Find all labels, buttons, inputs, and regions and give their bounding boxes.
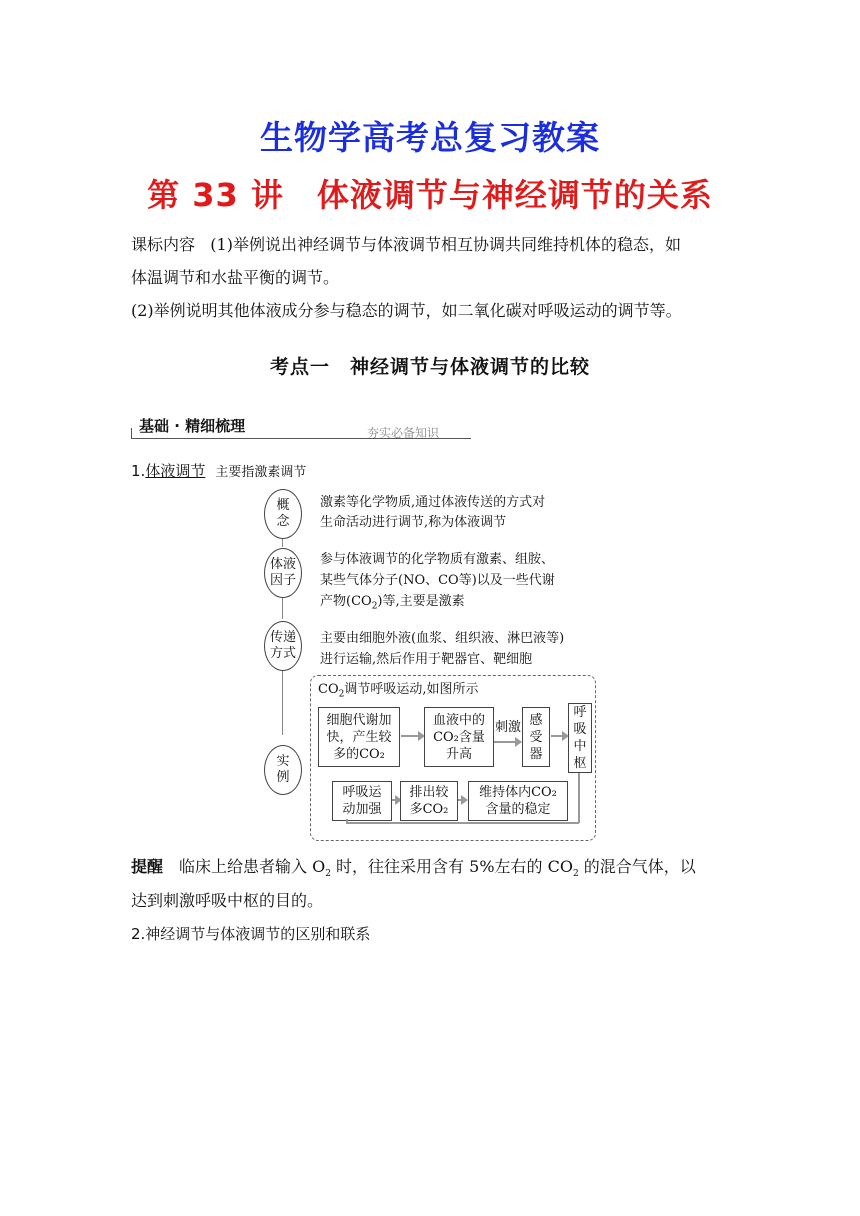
item-1-title: 体液调节 [145, 462, 206, 480]
factor-text-2: 某些气体分子(NO、CO等)以及一些代谢 [320, 573, 555, 588]
loop-line [578, 773, 580, 823]
flow-arrow [401, 735, 419, 737]
transmission-circle: 传递 方式 [264, 621, 302, 671]
item-1-heading [131, 460, 306, 481]
transmission-text-2: 进行运输,然后作用于靶器官、靶细胞 [320, 652, 533, 667]
co2-stable-box: 维持体内CO₂ 含量的稳定 [468, 781, 568, 821]
flow-arrow [458, 799, 462, 801]
factor-text-3: 产物$(CO_2)$等,主要是激素 [320, 594, 465, 612]
flow-arrow [392, 799, 396, 801]
example-circle: 实 例 [264, 745, 302, 795]
lecture-title: 第 33 讲 体液调节与神经调节的关系 [147, 176, 713, 214]
standards-label: 课标内容 [131, 235, 196, 254]
breathing-increase-box: 呼吸运 动加强 [332, 781, 392, 821]
receptor-box: 感 受 器 [522, 707, 550, 767]
banner-note: 夯实必备知识 [367, 426, 440, 440]
transmission-text-1: 主要由细胞外液(血浆、组织液、淋巴液等) [320, 631, 565, 646]
standards-text-1: (1)举例说出神经调节与体液调节相互协调共同维持机体的稳态，如 [210, 235, 681, 254]
stimulus-label: 刺激 [495, 720, 522, 735]
factor-text-1: 参与体液调节的化学物质有激素、组胺、 [320, 552, 555, 567]
item-1-number: 1. [131, 462, 146, 480]
section-banner [131, 412, 471, 442]
banner-title: 基础 · 精细梳理 [139, 417, 246, 435]
exhale-co2-box: 排出较 多CO₂ [400, 781, 458, 821]
humoral-factor-circle: 体液 因子 [264, 548, 302, 598]
tip-line-1: 提醒 临床上给患者输入 $O_2$ 时，往往采用含有 5%左右的 $CO_2$ 的混合气体，以 [131, 857, 696, 880]
standards-line-3: (2)举例说明其他体液成分参与稳态的调节，如二氧化碳对呼吸运动的调节等。 [131, 301, 682, 320]
connector-line [282, 597, 283, 619]
respiratory-center-box: 呼 吸 中 枢 [568, 703, 592, 773]
standards-line-2: 体温调节和水盐平衡的调节。 [131, 268, 340, 287]
flow-arrow [494, 741, 516, 743]
blood-co2-box: 血液中的 CO₂含量 升高 [424, 707, 494, 767]
concept-text-2: 生命活动进行调节,称为体液调节 [320, 515, 507, 530]
item-1-note: 主要指激素调节 [215, 465, 307, 480]
loop-line [346, 819, 348, 823]
concept-text-1: 激素等化学物质,通过体液传送的方式对 [320, 495, 546, 510]
standards-line-1 [131, 228, 736, 261]
flow-arrow [551, 735, 563, 737]
document-title: 生物学高考总复习教案 [260, 118, 600, 157]
tip-line-2: 达到刺激呼吸中枢的目的。 [131, 891, 324, 910]
example-heading: $CO_2$调节呼吸运动,如图所示 [318, 682, 479, 700]
loop-line [346, 822, 579, 824]
tip-label: 提醒 [131, 857, 164, 876]
concept-circle: 概 念 [264, 489, 302, 539]
section-title: 考点一 神经调节与体液调节的比较 [269, 356, 590, 378]
item-2-heading: 2.神经调节与体液调节的区别和联系 [131, 925, 371, 943]
connector-line [282, 669, 283, 735]
cell-metabolism-box: 细胞代谢加 快，产生较 多的CO₂ [318, 707, 400, 767]
humoral-regulation-diagram [262, 485, 602, 845]
